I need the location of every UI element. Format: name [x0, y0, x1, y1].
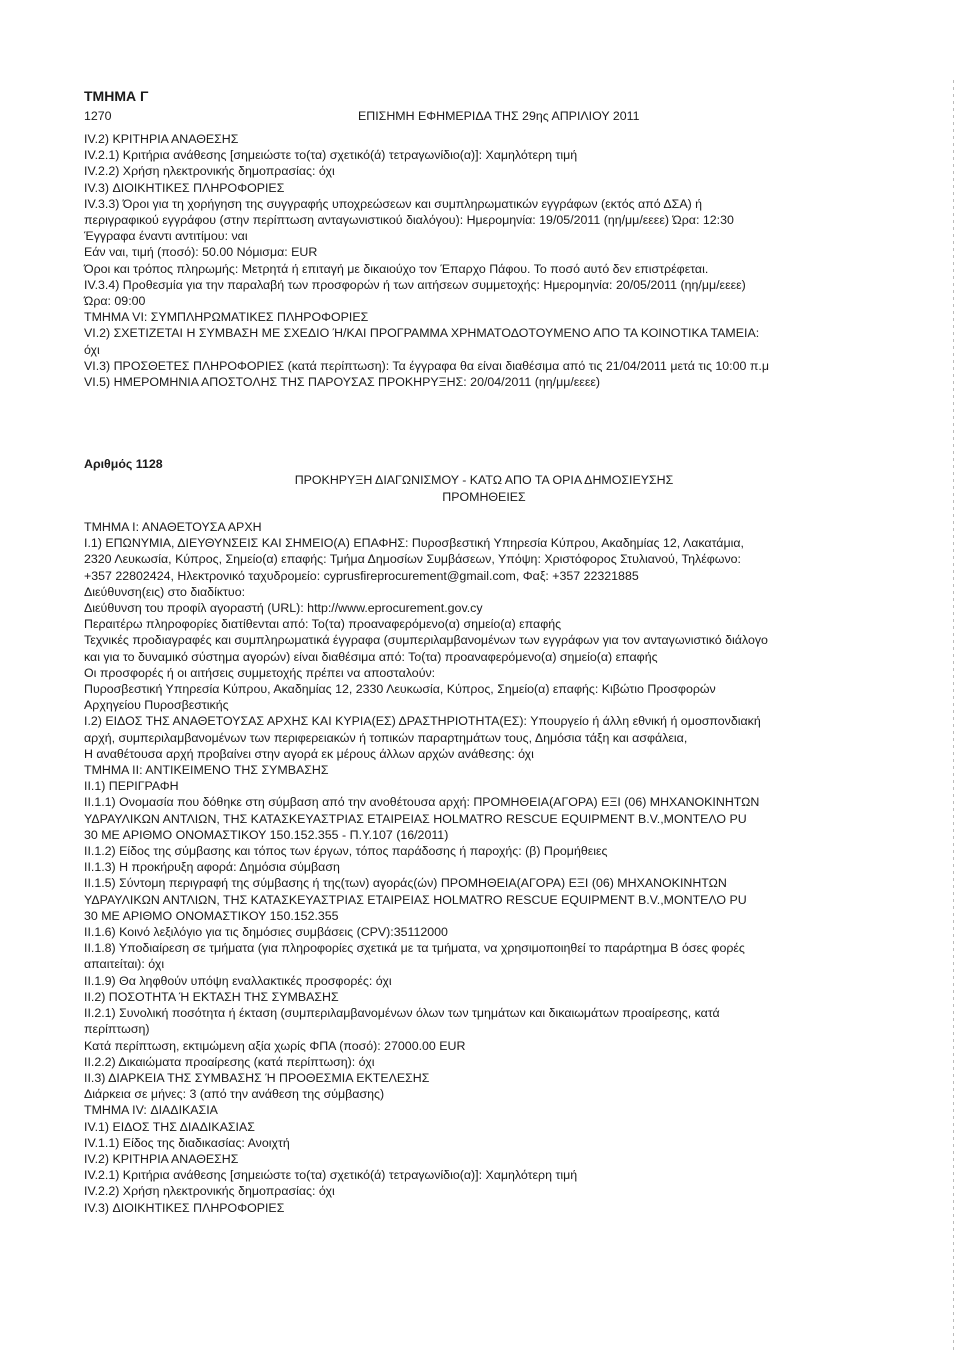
text-line: και για το δυναμικό σύστημα αγορών) είναι διαθέσιμα από: Το(τα) προαναφερόμενο(α) σημείο(α) επαφής [84, 649, 658, 664]
text-line: 2320 Λευκωσία, Κύπρος, Σημείο(α) επαφής: Τμήμα Δημοσίων Συμβάσεων, Υπόψη: Χριστόφορος Στυλιανού, Τηλέφωνο: [84, 552, 741, 567]
text-line: IV.3.3) Όροι για τη χορήγηση της συγγραφής υποχρεώσεων και συμπληρωματικών εγγράφων (εκτός από ΔΣΑ) ή [84, 196, 703, 211]
text-line: ΙΙ.1.9) Θα ληφθούν υπόψη εναλλακτικές προσφορές: όχι [84, 973, 392, 988]
text-line: IV.1.1) Είδος της διαδικασίας: Ανοιχτή [84, 1135, 290, 1150]
text-line: ΤΜΗΜΑ VI: ΣΥΜΠΛΗΡΩΜΑΤΙΚΕΣ ΠΛΗΡΟΦΟΡΙΕΣ [84, 310, 369, 325]
text-line: αρχή, συμπεριλαμβανομένων των περιφερειακών ή τοπικών παραρτημάτων τους, Δημόσια τάξη και ασφάλεια, [84, 730, 688, 745]
scan-edge-line [953, 80, 954, 1350]
text-line: ΤΜΗΜΑ ΙΙ: ΑΝΤΙΚΕΙΜΕΝΟ ΤΗΣ ΣΥΜΒΑΣΗΣ [84, 763, 329, 778]
notice-body [84, 519, 894, 1216]
text-line: IV.2.1) Κριτήρια ανάθεσης [σημειώστε το(τα) σχετικό(ά) τετραγωνίδιο(α)]: Χαμηλότερη τιμή [84, 1168, 578, 1183]
text-line: περιγραφικού εγγράφου (στην περίπτωση ανταγωνιστικού διαλόγου): Ημερομηνία: 19/05/2011 (ηη/μμ/εεεε) Ώρα: 12:30 [84, 213, 734, 228]
section-mark: ΤΜΗΜΑ Γ [84, 88, 149, 104]
text-line: Εάν ναι, τιμή (ποσό): 50.00 Νόμισμα: EUR [84, 245, 318, 260]
running-header [84, 108, 724, 126]
text-line: 30 ΜΕ ΑΡΙΘΜΟ ΟΝΟΜΑΣΤΙΚΟΥ 150.152.355 [84, 908, 339, 923]
notice-title [254, 472, 714, 506]
text-line: 30 ΜΕ ΑΡΙΘΜΟ ΟΝΟΜΑΣΤΙΚΟΥ 150.152.355 - Π.Υ.107 (16/2011) [84, 827, 449, 842]
text-line: VI.2) ΣΧΕΤΙΖΕΤΑΙ Η ΣΥΜΒΑΣΗ ΜΕ ΣΧΕΔΙΟ Ή/ΚΑΙ ΠΡΟΓΡΑΜΜΑ ΧΡΗΜΑΤΟΔΟΤΟΥΜΕΝΟ ΑΠΟ ΤΑ ΚΟΙΝΟΤΙΚΑ ΤΑΜΕΙΑ: [84, 326, 760, 341]
text-line: ΥΔΡΑΥΛΙΚΩΝ ΑΝΤΛΙΩΝ, ΤΗΣ ΚΑΤΑΣΚΕΥΑΣΤΡΙΑΣ ΕΤΑΙΡΕΙΑΣ HOLMATRO RESCUE EQUIPMENT B.V.,ΜΟΝΤΕΛΟ PU [84, 892, 747, 907]
text-line: +357 22802424, Ηλεκτρονικό ταχυδρομείο: cyprusfireprocurement@gmail.com, Φαξ: +357 22321885 [84, 568, 639, 583]
text-line: ΙΙ.1.3) Η προκήρυξη αφορά: Δημόσια σύμβαση [84, 860, 340, 875]
text-line: IV.1) ΕΙΔΟΣ ΤΗΣ ΔΙΑΔΙΚΑΣΙΑΣ [84, 1119, 255, 1134]
page-number: 1270 [84, 109, 112, 123]
text-line: ΙΙ.3) ΔΙΑΡΚΕΙΑ ΤΗΣ ΣΥΜΒΑΣΗΣ Ή ΠΡΟΘΕΣΜΙΑ ΕΚΤΕΛΕΣΗΣ [84, 1070, 430, 1085]
text-line: ΙΙ.1.2) Είδος της σύμβασης και τόπος των έργων, τόπος παράδοσης ή παροχής: (β) Προμήθειες [84, 844, 608, 859]
text-line: Οι προσφορές ή οι αιτήσεις συμμετοχής πρέπει να αποσταλούν: [84, 665, 436, 680]
text-line: ΥΔΡΑΥΛΙΚΩΝ ΑΝΤΛΙΩΝ, ΤΗΣ ΚΑΤΑΣΚΕΥΑΣΤΡΙΑΣ ΕΤΑΙΡΕΙΑΣ HOLMATRO RESCUE EQUIPMENT B.V.,ΜΟΝΤΕΛΟ PU [84, 811, 747, 826]
text-line: ΙΙ.2.1) Συνολική ποσότητα ή έκταση (συμπεριλαμβανομένων όλων των τμημάτων και δικαιωμάτων προαίρεσης, κατά [84, 1006, 720, 1021]
text-line: όχι [84, 342, 100, 357]
text-line: VI.5) ΗΜΕΡΟΜΗΝΙΑ ΑΠΟΣΤΟΛΗΣ ΤΗΣ ΠΑΡΟΥΣΑΣ ΠΡΟΚΗΡΥΞΗΣ: 20/04/2011 (ηη/μμ/εεεε) [84, 375, 601, 390]
text-line: IV.3) ΔΙΟΙΚΗΤΙΚΕΣ ΠΛΗΡΟΦΟΡΙΕΣ [84, 1200, 285, 1215]
text-line: IV.3) ΔΙΟΙΚΗΤΙΚΕΣ ΠΛΗΡΟΦΟΡΙΕΣ [84, 180, 285, 195]
text-line: IV.2.1) Κριτήρια ανάθεσης [σημειώστε το(τα) σχετικό(ά) τετραγωνίδιο(α)]: Χαμηλότερη τιμή [84, 148, 578, 163]
text-line: Αρχηγείου Πυροσβεστικής [84, 698, 229, 713]
text-line: Κατά περίπτωση, εκτιμώμενη αξία χωρίς ΦΠΑ (ποσό): 27000.00 EUR [84, 1038, 466, 1053]
text-line: Έγγραφα έναντι αντιτίμου: ναι [84, 229, 248, 244]
text-line: ΤΜΗΜΑ IV: ΔΙΑΔΙΚΑΣΙΑ [84, 1103, 218, 1118]
text-line: περίπτωση) [84, 1022, 150, 1037]
notice-title-line: ΠΡΟΜΗΘΕΙΕΣ [442, 490, 526, 504]
text-line: ΙΙ.2.2) Δικαιώματα προαίρεσης (κατά περίπτωση): όχι [84, 1054, 375, 1069]
text-line: Διεύθυνση του προφίλ αγοραστή (URL): http://www.eprocurement.gov.cy [84, 601, 483, 616]
previous-notice-continuation [84, 131, 894, 390]
text-line: Τεχνικές προδιαγραφές και συμπληρωματικά έγγραφα (συμπεριλαμβανομένων των εγγράφων για τον ανταγωνιστικό διάλογο [84, 633, 768, 648]
text-line: απαιτείται): όχι [84, 957, 165, 972]
text-line: Διεύθυνση(εις) στο διαδίκτυο: [84, 584, 246, 599]
text-line: IV.2.2) Χρήση ηλεκτρονικής δημοπρασίας: όχι [84, 164, 335, 179]
text-line: ΙΙ.1) ΠΕΡΙΓΡΑΦΗ [84, 779, 179, 794]
text-line: Όροι και τρόπος πληρωμής: Μετρητά ή επιταγή με δικαιούχο τον Έπαρχο Πάφου. Το ποσό αυτό δεν επιστρέφεται. [84, 261, 709, 276]
text-line: IV.2) ΚΡΙΤΗΡΙΑ ΑΝΑΘΕΣΗΣ [84, 1151, 239, 1166]
text-line: Περαιτέρω πληροφορίες διατίθενται από: Το(τα) προαναφερόμενο(α) σημείο(α) επαφής [84, 617, 562, 632]
text-line: ΙΙ.1.8) Υποδιαίρεση σε τμήματα (για πληροφορίες σχετικά με τα τμήματα, να χρησιμοποιηθεί το παράρτημα Β όσες φορές [84, 941, 745, 956]
text-line: IV.2.2) Χρήση ηλεκτρονικής δημοπρασίας: όχι [84, 1184, 335, 1199]
text-line: ΙΙ.1.5) Σύντομη περιγραφή της σύμβασης ή της(των) αγοράς(ών) ΠΡΟΜΗΘΕΙΑ(ΑΓΟΡΑ) ΕΞΙ (06) ΜΗΧΑΝΟΚΙΝΗΤΩΝ [84, 876, 727, 891]
text-line: VI.3) ΠΡΟΣΘΕΤΕΣ ΠΛΗΡΟΦΟΡΙΕΣ (κατά περίπτωση): Τα έγγραφα θα είναι διαθέσιμα από τις 21/04/2011 μετά τις 10:00 π.μ [84, 358, 769, 373]
text-line: Ι.2) ΕΙΔΟΣ ΤΗΣ ΑΝΑΘΕΤΟΥΣΑΣ ΑΡΧΗΣ ΚΑΙ ΚΥΡΙΑ(ΕΣ) ΔΡΑΣΤΗΡΙΟΤΗΤΑ(ΕΣ): Υπουργείο ή άλλη εθνική ή ομοσπονδιακή [84, 714, 761, 729]
text-line: Ώρα: 09:00 [84, 294, 146, 309]
text-line: ΙΙ.1.1) Ονομασία που δόθηκε στη σύμβαση από την ανοθέτουσα αρχή: ΠΡΟΜΗΘΕΙΑ(ΑΓΟΡΑ) ΕΞΙ (06) ΜΗΧΑΝΟΚΙΝΗΤΩΝ [84, 795, 760, 810]
text-line: Η αναθέτουσα αρχή προβαίνει στην αγορά εκ μέρους άλλων αρχών ανάθεσης: όχι [84, 746, 534, 761]
journal-title: ΕΠΙΣΗΜΗ ΕΦΗΜΕΡΙΔΑ ΤΗΣ 29ης ΑΠΡΙΛΙΟΥ 2011 [358, 109, 640, 123]
text-line: Ι.1) ΕΠΩΝΥΜΙΑ, ΔΙΕΥΘΥΝΣΕΙΣ ΚΑΙ ΣΗΜΕΙΟ(Α) ΕΠΑΦΗΣ: Πυροσβεστική Υπηρεσία Κύπρου, Ακαδημίας 12, Λακατάμια, [84, 536, 744, 551]
text-line: ΤΜΗΜΑ Ι: ΑΝΑΘΕΤΟΥΣΑ ΑΡΧΗ [84, 520, 262, 534]
text-line: Πυροσβεστική Υπηρεσία Κύπρου, Ακαδημίας 12, 2330 Λευκωσία, Κύπρος, Σημείο(α) επαφής: Κιβώτιο Προσφορών [84, 682, 716, 697]
notice-number: Αριθμός 1128 [84, 457, 163, 471]
text-line: ΙΙ.1.6) Κοινό λεξιλόγιο για τις δημόσιες συμβάσεις (CPV):35112000 [84, 925, 448, 940]
notice-heading [84, 456, 894, 508]
text-line: ΙΙ.2) ΠΟΣΟΤΗΤΑ Ή ΕΚΤΑΣΗ ΤΗΣ ΣΥΜΒΑΣΗΣ [84, 989, 339, 1004]
notice-title-line: ΠΡΟΚΗΡΥΞΗ ΔΙΑΓΩΝΙΣΜΟΥ - ΚΑΤΩ ΑΠΟ ΤΑ ΟΡΙΑ ΔΗΜΟΣΙΕΥΣΗΣ [294, 473, 674, 487]
text-line: IV.2) ΚΡΙΤΗΡΙΑ ΑΝΑΘΕΣΗΣ [84, 132, 239, 146]
text-line: IV.3.4) Προθεσμία για την παραλαβή των προσφορών ή των αιτήσεων συμμετοχής: Ημερομηνία: 20/05/2011 (ηη/μμ/εεεε) [84, 277, 746, 292]
text-line: Διάρκεια σε μήνες: 3 (από την ανάθεση της σύμβασης) [84, 1087, 385, 1102]
